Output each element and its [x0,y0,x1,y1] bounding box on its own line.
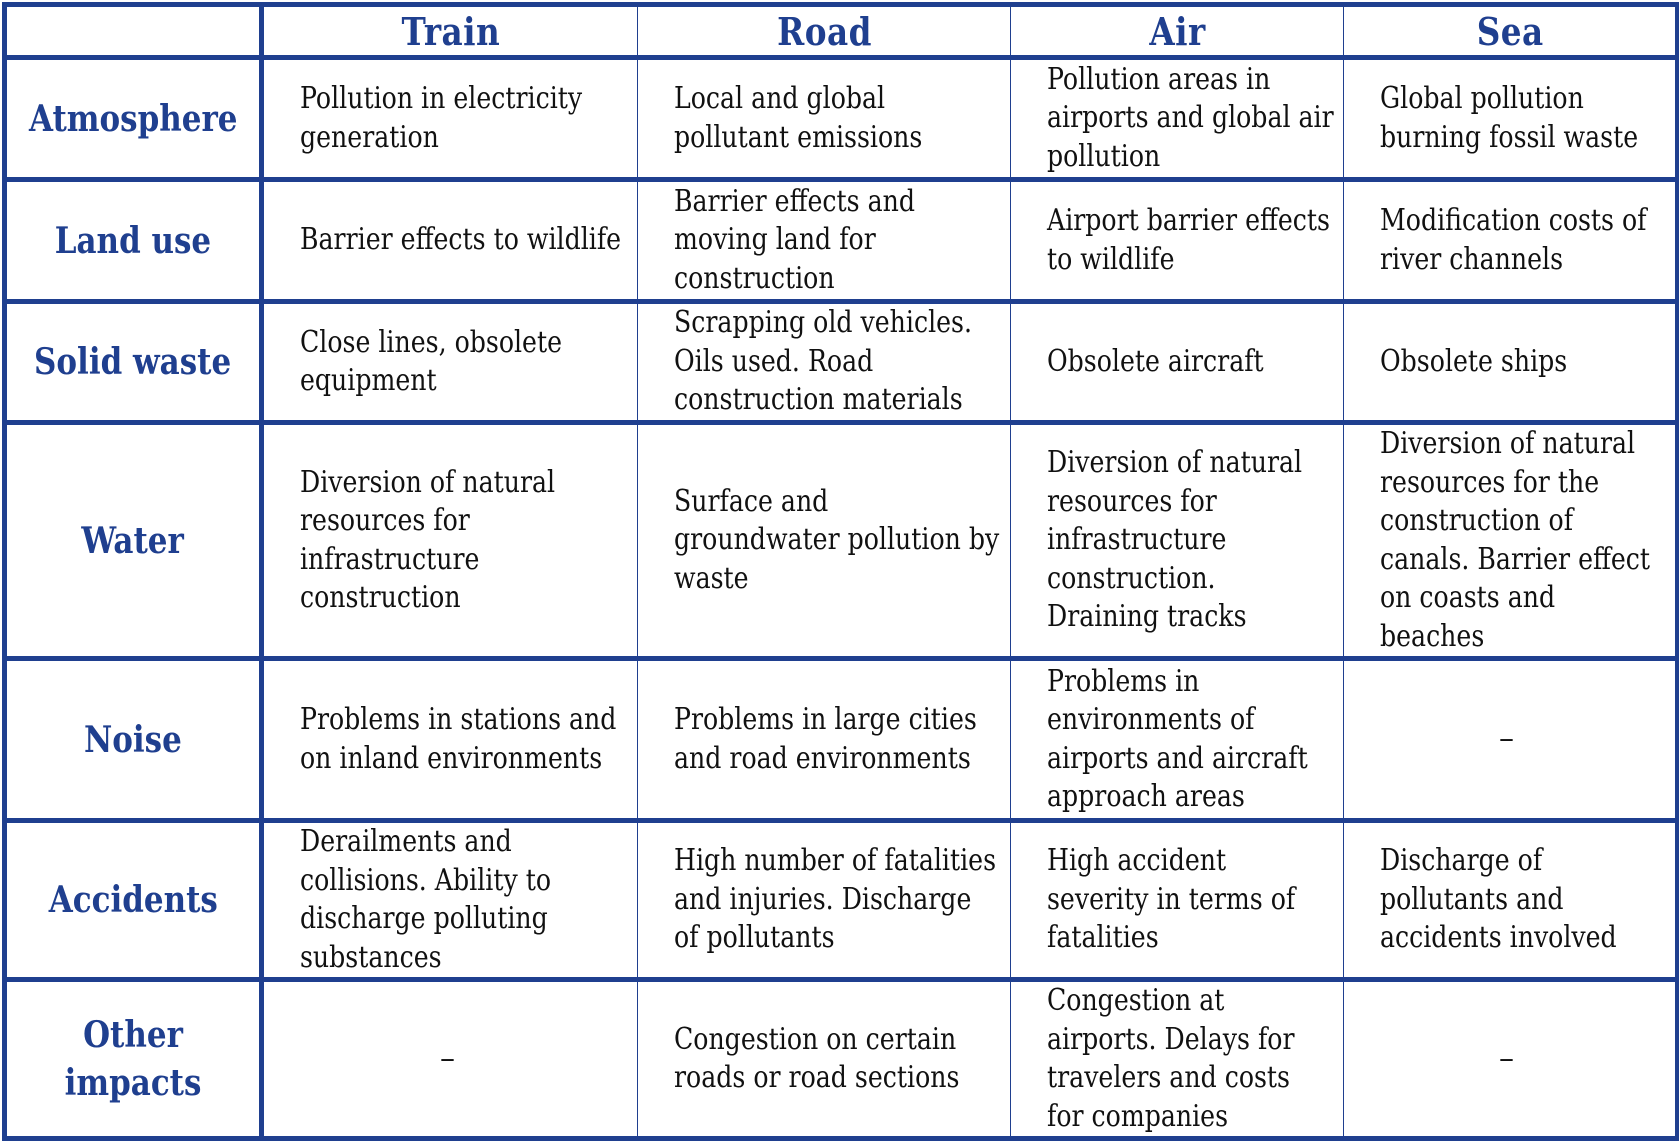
table-row-accidents [5,821,1678,980]
row-header-atmosphere [5,58,262,180]
cell-solid-waste-air [1011,302,1344,423]
row-header-land-use [5,180,262,302]
cell-water-sea [1344,423,1678,659]
cell-text: Airport barrier effects to wildlife [1047,203,1330,277]
cell-text: Diversion of natural resources for infrastructure construction. Draining tracks [1047,445,1303,635]
column-header-train: Train [288,5,611,58]
table-row-noise [5,659,1678,821]
row-header-label: Noise [84,718,182,761]
cell-atmosphere-train [262,58,638,180]
row-header-label: Land use [54,219,212,262]
cell-noise-train [262,659,638,821]
cell-text: Barrier effects and moving land for construction [674,183,915,296]
row-header-label: Water [81,519,185,562]
row-header-water [5,423,262,659]
header-row [5,5,1678,58]
cell-noise-road [638,659,1011,821]
column-header-sea: Sea [1367,5,1654,58]
column-header-road: Road [664,5,985,58]
cell-noise-sea [1344,659,1678,821]
cell-land-use-road [638,180,1011,302]
cell-text: Derailments and collisions. Ability to discharge polluting substances [300,824,552,975]
cell-other-impacts-air [1011,980,1344,1139]
cell-text: Obsolete aircraft [1047,343,1264,379]
row-header-label: Solid waste [34,341,232,383]
cell-text: Pollution in electricity generation [300,81,583,155]
row-header-noise [5,659,262,821]
cell-solid-waste-train [262,302,638,423]
cell-other-impacts-sea [1344,980,1678,1139]
cell-water-road [638,423,1011,659]
cell-atmosphere-road [638,58,1011,180]
table-row-atmosphere [5,58,1678,180]
row-header-label: Other impacts [64,1014,202,1104]
cell-text: Congestion on certain roads or road sections [674,1021,960,1095]
cell-other-impacts-road [638,980,1011,1139]
row-header-label: Atmosphere [28,97,238,140]
cell-accidents-train [262,821,638,980]
cell-text: Scrapping old vehicles. Oils used. Road construction materials [674,305,972,418]
row-header-other-impacts [5,980,262,1139]
column-header-air: Air [1034,5,1320,58]
cell-text: Pollution areas in airports and global air pollution [1047,61,1334,174]
cell-other-impacts-train [262,980,638,1139]
cell-land-use-train [262,180,638,302]
cell-accidents-sea [1344,821,1678,980]
cell-text: Surface and groundwater pollution by waste [674,483,1000,596]
dash-placeholder: – [1499,721,1514,757]
cell-water-air [1011,423,1344,659]
cell-text: High number of fatalities and injuries. Discharge of pollutants [674,843,997,956]
row-header-label: Accidents [48,879,218,921]
cell-atmosphere-air [1011,58,1344,180]
row-header-accidents [5,821,262,980]
dash-placeholder: – [1499,1040,1514,1076]
cell-text: Barrier effects to wildlife [300,222,622,258]
cell-text: Modification costs of river channels [1380,203,1647,277]
row-header-solid-waste [5,302,262,423]
cell-text: Global pollution burning fossil waste [1380,81,1639,155]
cell-text: High accident severity in terms of fatalities [1047,843,1296,956]
cell-water-train [262,423,638,659]
cell-solid-waste-sea [1344,302,1678,423]
cell-text: Problems in environments of airports and aircraft approach areas [1047,663,1308,814]
cell-accidents-air [1011,821,1344,980]
cell-solid-waste-road [638,302,1011,423]
table-row-other-impacts [5,980,1678,1139]
cell-accidents-road [638,821,1011,980]
cell-text: Close lines, obsolete equipment [300,324,563,398]
table-row-land-use [5,180,1678,302]
cell-text: Problems in stations and on inland environments [300,702,617,776]
transport-environmental-impacts-table [2,2,1679,1141]
cell-land-use-air [1011,180,1344,302]
table-row-solid-waste [5,302,1678,423]
cell-land-use-sea [1344,180,1678,302]
cell-text: Diversion of natural resources for the construction of canals. Barrier effect on coasts and beaches [1380,426,1651,654]
table-row-water [5,423,1678,659]
cell-text: Problems in large cities and road environments [674,702,977,776]
cell-noise-air [1011,659,1344,821]
dash-placeholder: – [440,1040,455,1076]
cell-text: Congestion at airports. Delays for travelers and costs for companies [1047,983,1295,1134]
corner-cell [22,5,243,58]
cell-text: Diversion of natural resources for infrastructure construction [300,464,556,615]
cell-text: Local and global pollutant emissions [674,81,923,155]
cell-text: Discharge of pollutants and accidents involved [1380,843,1617,956]
cell-text: Obsolete ships [1380,343,1568,379]
cell-atmosphere-sea [1344,58,1678,180]
